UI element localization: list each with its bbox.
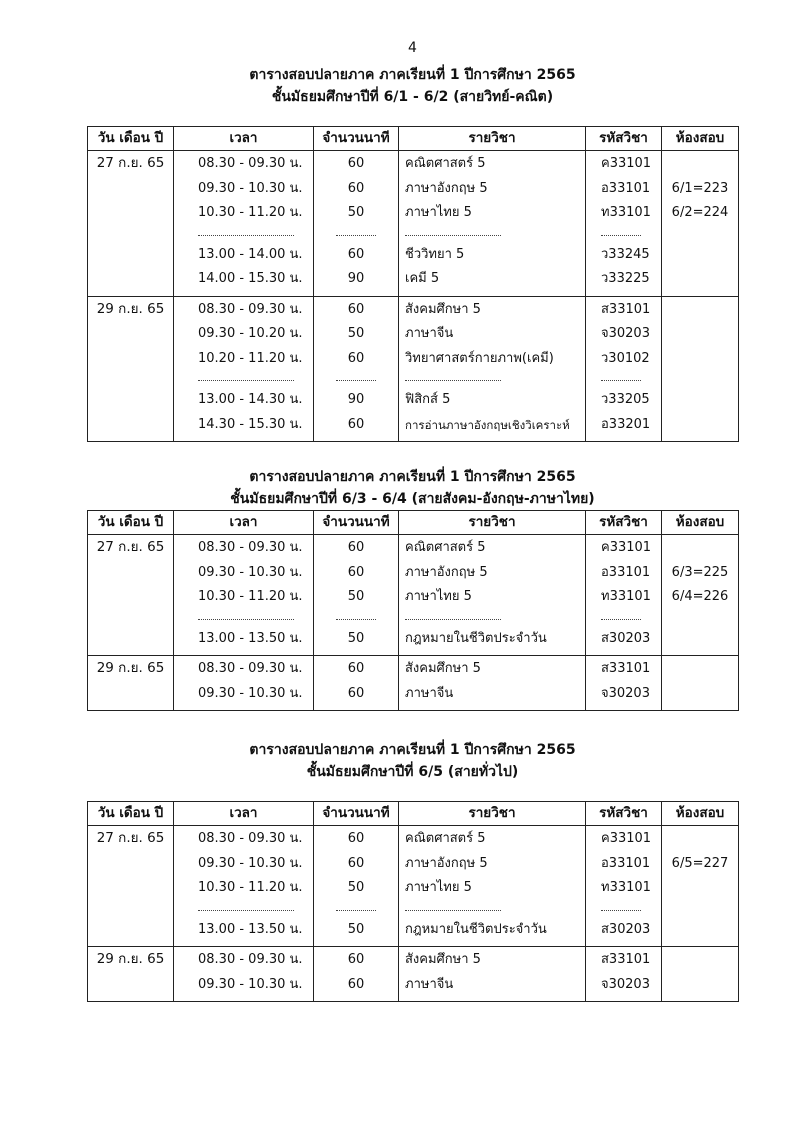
exam-durations: [314, 826, 399, 947]
exam-subject: คณิตศาสตร์ 5: [405, 831, 486, 846]
table-row: [88, 535, 739, 656]
exam-subject: กฎหมายในชีวิตประจำวัน: [405, 921, 547, 937]
exam-room: 6/2=224: [671, 205, 729, 220]
exam-time: 08.30 - 09.30 น.: [198, 952, 303, 967]
dotted-line: [198, 901, 294, 911]
exam-durations: [314, 296, 399, 442]
exam-rooms: [662, 151, 739, 297]
header-minutes: จำนวนนาที: [314, 127, 399, 151]
exam-subject-code: ส33101: [601, 952, 651, 967]
exam-subject: ชีววิทยา 5: [405, 246, 465, 262]
exam-duration: 50: [347, 205, 365, 220]
exam-duration: 90: [347, 271, 365, 286]
exam-room: 6/1=223: [671, 180, 729, 196]
exam-duration: 60: [347, 246, 365, 262]
exam-time: 13.00 - 14.30 น.: [198, 392, 303, 407]
exam-duration: 50: [347, 589, 365, 604]
exam-subject-code: จ30203: [601, 685, 650, 701]
table-row: [88, 826, 739, 947]
exam-subject: ภาษาอังกฤษ 5: [405, 564, 488, 580]
exam-date: 29 ก.ย. 65: [88, 296, 174, 442]
dotted-line: [198, 226, 294, 236]
exam-duration: 60: [347, 831, 365, 846]
room-spacer: [662, 536, 738, 561]
exam-subject-code: อ33201: [601, 416, 651, 432]
header-room: ห้องสอบ: [662, 802, 739, 826]
exam-rooms: [662, 296, 739, 442]
exam-subject-codes: [586, 296, 662, 442]
exam-subjects: [399, 826, 586, 947]
dotted-line: [336, 371, 376, 381]
exam-time: 14.30 - 15.30 น.: [198, 416, 303, 432]
header-subject: รายวิชา: [399, 802, 586, 826]
exam-durations: [314, 656, 399, 711]
exam-duration: 60: [347, 855, 365, 871]
exam-rooms: [662, 535, 739, 656]
exam-room: 6/3=225: [671, 564, 729, 580]
exam-subject-codes: [586, 151, 662, 297]
header-subject: รายวิชา: [399, 127, 586, 151]
exam-time: 09.30 - 10.30 น.: [198, 976, 303, 992]
exam-duration: 60: [347, 540, 365, 555]
exam-subject: การอ่านภาษาอังกฤษเชิงวิเคราะห์: [405, 417, 570, 432]
exam-subject: ภาษาจีน: [405, 326, 454, 341]
dotted-line: [336, 226, 376, 236]
exam-time: 08.30 - 09.30 น.: [198, 301, 303, 317]
dotted-separator: [174, 226, 313, 243]
exam-time: 09.30 - 10.20 น.: [198, 326, 303, 341]
exam-subject-code: อ33101: [601, 564, 651, 580]
exam-times: [174, 947, 314, 1002]
dotted-line: [198, 610, 294, 620]
exam-times: [174, 535, 314, 656]
dotted-line: [198, 371, 294, 381]
exam-subject: เคมี 5: [405, 271, 440, 286]
dotted-line: [601, 610, 641, 620]
table-header-row: [88, 127, 739, 151]
table-row: [88, 151, 739, 297]
exam-schedule-table: [87, 126, 739, 442]
exam-time: 10.30 - 11.20 น.: [198, 589, 303, 604]
exam-date: 27 ก.ย. 65: [88, 151, 174, 297]
exam-duration: 60: [347, 976, 365, 992]
table-row: [88, 296, 739, 442]
header-time: เวลา: [174, 127, 314, 151]
exam-time: 10.30 - 11.20 น.: [198, 880, 303, 895]
exam-times: [174, 151, 314, 297]
exam-duration: 60: [347, 685, 365, 701]
exam-times: [174, 826, 314, 947]
exam-subject-code: ท33101: [601, 205, 651, 220]
dotted-line: [405, 901, 501, 911]
table-header-row: [88, 802, 739, 826]
dotted-separator: [314, 371, 398, 388]
exam-date: 29 ก.ย. 65: [88, 947, 174, 1002]
dotted-line: [601, 371, 641, 381]
exam-subject: ภาษาจีน: [405, 976, 454, 992]
dotted-separator: [174, 901, 313, 918]
schedule-subtitle: ชั้นมัธยมศึกษาปีที่ 6/3 - 6/4 (สายสังคม-อังกฤษ-ภาษาไทย): [230, 491, 595, 507]
exam-schedule-section-general: [87, 739, 738, 1002]
exam-time: 14.00 - 15.30 น.: [198, 271, 303, 286]
exam-duration: 60: [347, 301, 365, 317]
header-code: รหัสวิชา: [586, 802, 662, 826]
exam-times: [174, 656, 314, 711]
schedule-subtitle: ชั้นมัธยมศึกษาปีที่ 6/5 (สายทั่วไป): [306, 764, 519, 780]
exam-durations: [314, 151, 399, 297]
dotted-line: [601, 226, 641, 236]
header-subject: รายวิชา: [399, 511, 586, 535]
exam-schedule-section-social-english-thai: [87, 466, 738, 711]
exam-subject-code: ค33101: [601, 540, 652, 555]
exam-time: 08.30 - 09.30 น.: [198, 540, 303, 555]
dotted-separator: [174, 371, 313, 388]
dotted-separator: [399, 226, 585, 243]
exam-subjects: [399, 296, 586, 442]
exam-subject: สังคมศึกษา 5: [405, 661, 481, 676]
exam-subject: ภาษาไทย 5: [405, 205, 472, 220]
exam-duration: 60: [347, 416, 365, 432]
exam-duration: 60: [347, 564, 365, 580]
exam-time: 10.30 - 11.20 น.: [198, 205, 303, 220]
exam-duration: 60: [347, 661, 365, 676]
exam-subject: ภาษาจีน: [405, 685, 454, 701]
exam-subject-code: ส30203: [601, 630, 651, 646]
header-date: วัน เดือน ปี: [88, 802, 174, 826]
table-header-row: [88, 511, 739, 535]
exam-duration: 50: [347, 921, 365, 937]
exam-duration: 60: [347, 350, 365, 366]
header-room: ห้องสอบ: [662, 511, 739, 535]
exam-subject-codes: [586, 656, 662, 711]
exam-subject-code: ส33101: [601, 661, 651, 676]
exam-subject-code: ส33101: [601, 301, 651, 317]
header-date: วัน เดือน ปี: [88, 127, 174, 151]
schedule-title: ตารางสอบปลายภาค ภาคเรียนที่ 1 ปีการศึกษา 2565: [249, 742, 576, 758]
exam-schedule-section-science-math: [87, 64, 738, 442]
exam-duration: 50: [347, 880, 365, 895]
exam-date: 27 ก.ย. 65: [88, 535, 174, 656]
header-time: เวลา: [174, 802, 314, 826]
dotted-separator: [399, 610, 585, 627]
header-minutes: จำนวนนาที: [314, 511, 399, 535]
schedule-title: ตารางสอบปลายภาค ภาคเรียนที่ 1 ปีการศึกษา 2565: [249, 67, 576, 83]
exam-subject-code: จ30203: [601, 326, 650, 341]
room-spacer: [662, 948, 738, 973]
exam-duration: 60: [347, 952, 365, 967]
dotted-separator: [399, 901, 585, 918]
dotted-line: [405, 610, 501, 620]
exam-subject-code: ส30203: [601, 921, 651, 937]
exam-subject-code: อ33101: [601, 180, 651, 196]
dotted-separator: [314, 901, 398, 918]
exam-subject: สังคมศึกษา 5: [405, 952, 481, 967]
exam-subject: ภาษาไทย 5: [405, 880, 472, 895]
exam-subjects: [399, 656, 586, 711]
exam-subject: กฎหมายในชีวิตประจำวัน: [405, 630, 547, 646]
exam-time: 13.00 - 13.50 น.: [198, 921, 303, 937]
exam-time: 13.00 - 14.00 น.: [198, 246, 303, 262]
exam-subject-code: จ30203: [601, 976, 650, 992]
exam-time: 08.30 - 09.30 น.: [198, 831, 303, 846]
dotted-line: [601, 901, 641, 911]
exam-subject-code: อ33101: [601, 855, 651, 871]
exam-time: 08.30 - 09.30 น.: [198, 661, 303, 676]
header-code: รหัสวิชา: [586, 127, 662, 151]
exam-time: 09.30 - 10.30 น.: [198, 564, 303, 580]
exam-duration: 60: [347, 180, 365, 196]
room-spacer: [662, 657, 738, 682]
exam-subject-code: ท33101: [601, 880, 651, 895]
dotted-line: [405, 226, 501, 236]
exam-duration: 90: [347, 392, 365, 407]
exam-subject-code: ค33101: [601, 831, 652, 846]
exam-subject-codes: [586, 535, 662, 656]
room-spacer: [662, 827, 738, 852]
room-spacer: [662, 152, 738, 177]
exam-subjects: [399, 947, 586, 1002]
dotted-separator: [586, 610, 661, 627]
exam-time: 13.00 - 13.50 น.: [198, 630, 303, 646]
header-date: วัน เดือน ปี: [88, 511, 174, 535]
exam-subject: ภาษาอังกฤษ 5: [405, 180, 488, 196]
exam-duration: 50: [347, 630, 365, 646]
exam-times: [174, 296, 314, 442]
exam-duration: 50: [347, 326, 365, 341]
dotted-separator: [174, 610, 313, 627]
table-row: [88, 947, 739, 1002]
schedule-subtitle: ชั้นมัธยมศึกษาปีที่ 6/1 - 6/2 (สายวิทย์-คณิต): [271, 89, 554, 105]
exam-subject: ภาษาไทย 5: [405, 589, 472, 604]
exam-subject: วิทยาศาสตร์กายภาพ(เคมี): [405, 350, 554, 366]
exam-durations: [314, 535, 399, 656]
exam-subject: คณิตศาสตร์ 5: [405, 156, 486, 171]
dotted-separator: [399, 371, 585, 388]
exam-room: 6/4=226: [671, 589, 729, 604]
header-code: รหัสวิชา: [586, 511, 662, 535]
header-room: ห้องสอบ: [662, 127, 739, 151]
exam-subject-code: ว33245: [601, 246, 650, 262]
header-minutes: จำนวนนาที: [314, 802, 399, 826]
dotted-line: [336, 610, 376, 620]
dotted-line: [405, 371, 501, 381]
section-title: [87, 64, 738, 108]
exam-schedule-table: [87, 801, 739, 1002]
exam-subject: ฟิสิกส์ 5: [405, 392, 451, 407]
table-row: [88, 656, 739, 711]
exam-subject-code: ว30102: [601, 350, 650, 366]
dotted-separator: [314, 610, 398, 627]
section-title: [87, 466, 738, 510]
exam-subjects: [399, 151, 586, 297]
exam-rooms: [662, 947, 739, 1002]
dotted-separator: [586, 901, 661, 918]
dotted-separator: [586, 371, 661, 388]
exam-subject-code: ท33101: [601, 589, 651, 604]
schedule-title: ตารางสอบปลายภาค ภาคเรียนที่ 1 ปีการศึกษา 2565: [249, 469, 576, 485]
section-title: [87, 739, 738, 783]
page-number: 4: [408, 40, 417, 56]
exam-date: 27 ก.ย. 65: [88, 826, 174, 947]
exam-time: 10.20 - 11.20 น.: [198, 350, 303, 366]
exam-subject-code: ว33205: [601, 392, 650, 407]
exam-time: 09.30 - 10.30 น.: [198, 685, 303, 701]
exam-subject-codes: [586, 947, 662, 1002]
exam-room: 6/5=227: [671, 855, 729, 871]
exam-time: 09.30 - 10.30 น.: [198, 855, 303, 871]
room-spacer: [662, 298, 738, 323]
header-time: เวลา: [174, 511, 314, 535]
dotted-separator: [314, 226, 398, 243]
exam-subject-code: ว33225: [601, 271, 650, 286]
exam-subject-code: ค33101: [601, 156, 652, 171]
exam-date: 29 ก.ย. 65: [88, 656, 174, 711]
dotted-line: [336, 901, 376, 911]
exam-subject: คณิตศาสตร์ 5: [405, 540, 486, 555]
exam-time: 09.30 - 10.30 น.: [198, 180, 303, 196]
exam-rooms: [662, 656, 739, 711]
dotted-separator: [586, 226, 661, 243]
exam-durations: [314, 947, 399, 1002]
exam-subjects: [399, 535, 586, 656]
exam-rooms: [662, 826, 739, 947]
exam-subject-codes: [586, 826, 662, 947]
exam-subject: สังคมศึกษา 5: [405, 301, 481, 317]
exam-duration: 60: [347, 156, 365, 171]
exam-subject: ภาษาอังกฤษ 5: [405, 855, 488, 871]
exam-schedule-table: [87, 510, 739, 711]
exam-time: 08.30 - 09.30 น.: [198, 156, 303, 171]
